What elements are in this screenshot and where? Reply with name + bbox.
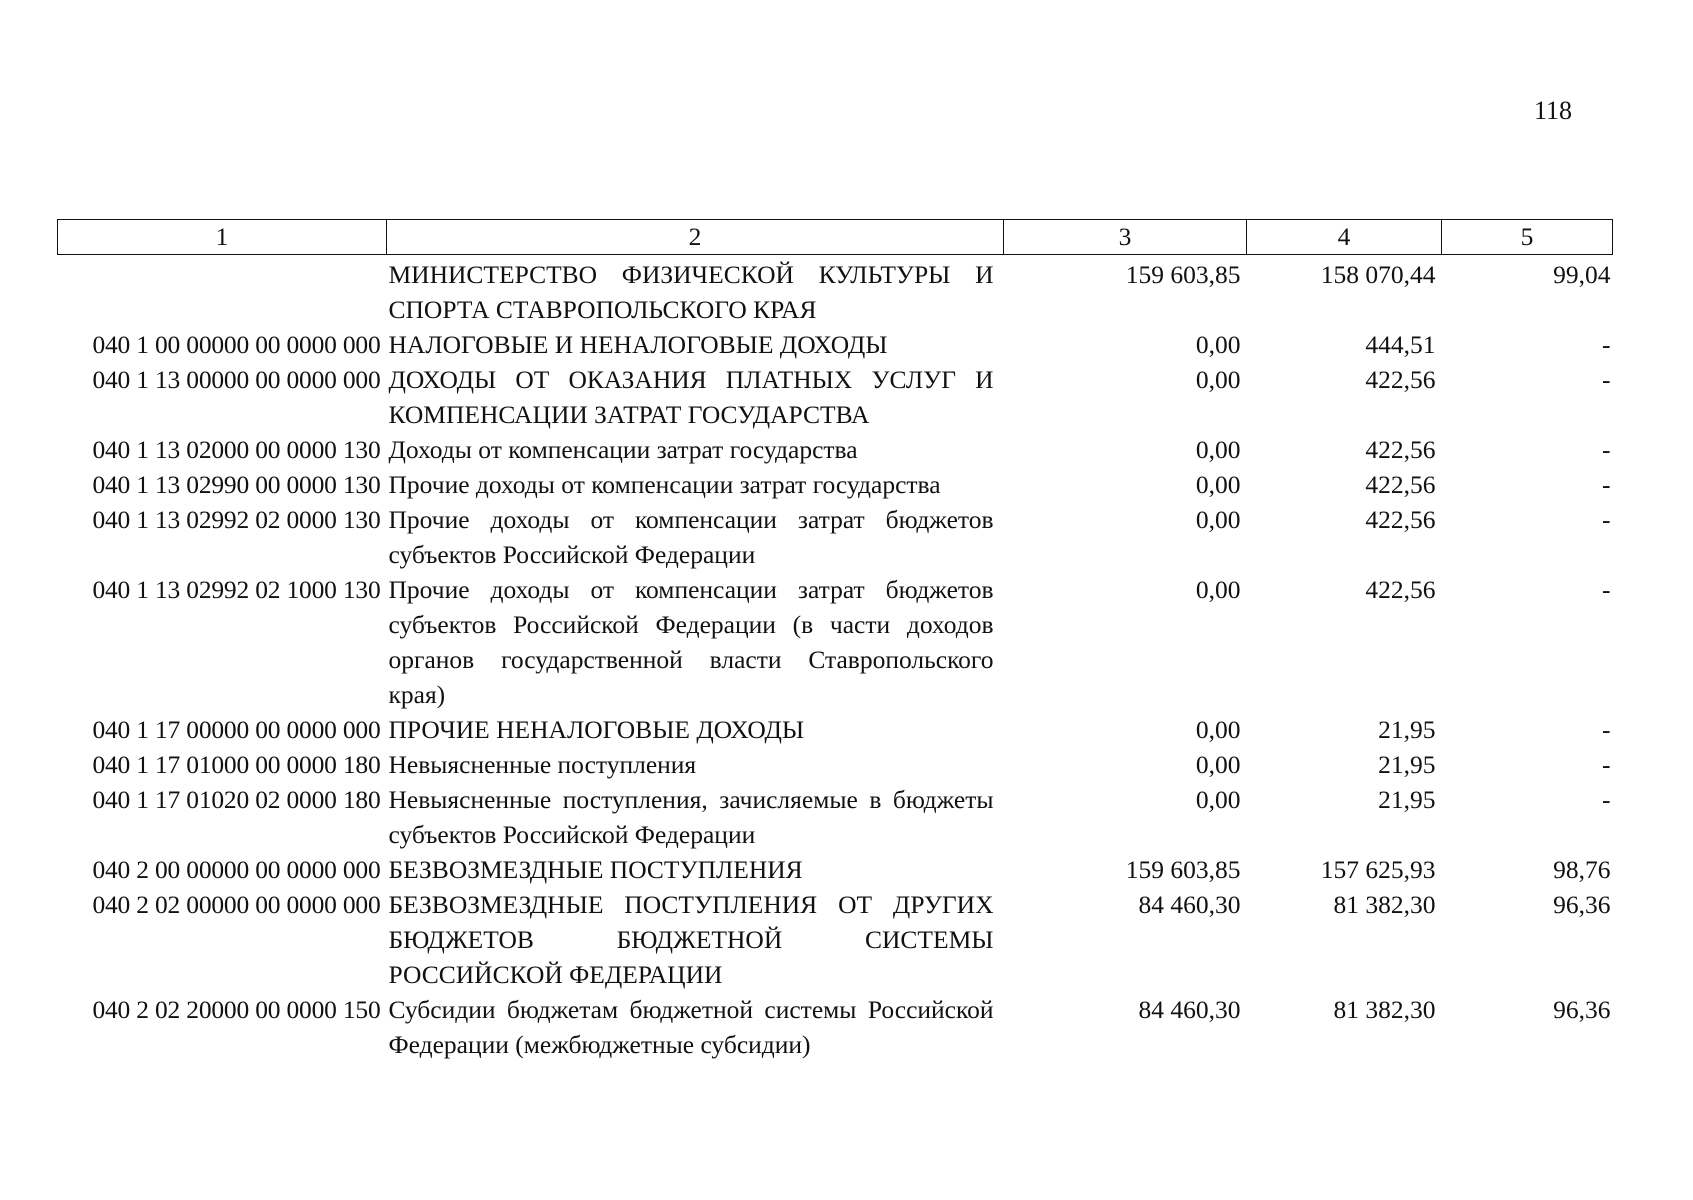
item-name-cell: Доходы от компенсации затрат государства: [388, 435, 858, 464]
column-4-value: 422,56: [1365, 365, 1436, 394]
table-row: [58, 432, 1613, 467]
item-name-cell: НАЛОГОВЫЕ И НЕНАЛОГОВЫЕ ДОХОДЫ: [388, 330, 888, 359]
table-body: [58, 255, 1613, 1063]
column-5-value: -: [1602, 785, 1611, 814]
column-4-value: 158 070,44: [1320, 260, 1436, 289]
table-row: [58, 992, 1613, 1062]
column-4-value: 81 382,30: [1333, 995, 1436, 1024]
table-row: [58, 782, 1613, 852]
table-row: [58, 327, 1613, 362]
column-4-value: 21,95: [1378, 785, 1436, 814]
column-3-value: 0,00: [1195, 785, 1241, 814]
column-4-value: 157 625,93: [1320, 855, 1436, 884]
item-name-cell: ПРОЧИЕ НЕНАЛОГОВЫЕ ДОХОДЫ: [388, 715, 805, 744]
budget-code-cell: 040 1 13 02992 02 1000 130: [92, 575, 381, 604]
column-header-3: 3: [1004, 220, 1247, 255]
column-5-value: -: [1602, 435, 1611, 464]
column-3-value: 0,00: [1195, 715, 1241, 744]
column-3-value: 0,00: [1195, 330, 1241, 359]
item-name-cell: Невыясненные поступления: [388, 750, 697, 779]
item-name-cell: Прочие доходы от компенсации затрат государства: [388, 470, 941, 499]
column-3-value: 84 460,30: [1138, 995, 1241, 1024]
column-4-value: 422,56: [1365, 505, 1436, 534]
column-3-value: 0,00: [1195, 575, 1241, 604]
column-5-value: 98,76: [1553, 855, 1611, 884]
column-4-value: 444,51: [1365, 330, 1436, 359]
column-header-5: 5: [1442, 220, 1613, 255]
column-5-value: -: [1602, 750, 1611, 779]
column-3-value: 84 460,30: [1138, 890, 1241, 919]
column-4-value: 422,56: [1365, 575, 1436, 604]
column-4-value: 422,56: [1365, 470, 1436, 499]
budget-code-cell: 040 1 13 02992 02 0000 130: [92, 505, 381, 534]
table-row: [58, 887, 1613, 992]
budget-code-cell: 040 1 17 01020 02 0000 180: [92, 785, 381, 814]
column-3-value: 159 603,85: [1125, 260, 1241, 289]
budget-code-cell: 040 1 13 02000 00 0000 130: [92, 435, 381, 464]
table-row: [58, 747, 1613, 782]
budget-code-cell: 040 1 13 02990 00 0000 130: [92, 470, 381, 499]
table-row: [58, 502, 1613, 572]
item-name-cell: Прочие доходы от компенсации затрат бюджетов субъектов Российской Федерации (в части доходов органов государственной власти Ставропольского края): [388, 575, 994, 709]
item-name-cell: Субсидии бюджетам бюджетной системы Российской Федерации (межбюджетные субсидии): [388, 995, 994, 1059]
item-name-cell: Прочие доходы от компенсации затрат бюджетов субъектов Российской Федерации: [388, 505, 994, 569]
item-name-cell: БЕЗВОЗМЕЗДНЫЕ ПОСТУПЛЕНИЯ ОТ ДРУГИХ БЮДЖЕТОВ БЮДЖЕТНОЙ СИСТЕМЫ РОССИЙСКОЙ ФЕДЕРАЦИИ: [388, 890, 994, 989]
column-3-value: 0,00: [1195, 435, 1241, 464]
budget-code-cell: 040 1 17 01000 00 0000 180: [92, 750, 381, 779]
budget-code-cell: 040 2 02 20000 00 0000 150: [92, 995, 381, 1024]
item-name-cell: Невыясненные поступления, зачисляемые в бюджеты субъектов Российской Федерации: [388, 785, 994, 849]
item-name-cell: БЕЗВОЗМЕЗДНЫЕ ПОСТУПЛЕНИЯ: [388, 855, 803, 884]
column-header-4: 4: [1247, 220, 1442, 255]
column-5-value: 96,36: [1553, 890, 1611, 919]
item-name-cell: МИНИСТЕРСТВО ФИЗИЧЕСКОЙ КУЛЬТУРЫ И СПОРТА СТАВРОПОЛЬСКОГО КРАЯ: [388, 260, 994, 324]
column-5-value: -: [1602, 575, 1611, 604]
column-3-value: 159 603,85: [1125, 855, 1241, 884]
column-4-value: 21,95: [1378, 715, 1436, 744]
budget-code-cell: 040 2 00 00000 00 0000 000: [92, 855, 381, 884]
column-5-value: -: [1602, 330, 1611, 359]
column-4-value: 81 382,30: [1333, 890, 1436, 919]
column-5-value: -: [1602, 470, 1611, 499]
table-row: [58, 852, 1613, 887]
column-header-2: 2: [387, 220, 1004, 255]
table-row: [58, 467, 1613, 502]
table-row: [58, 572, 1613, 712]
column-5-value: -: [1602, 715, 1611, 744]
budget-code-cell: [58, 255, 387, 328]
table-row: [58, 362, 1613, 432]
budget-code-cell: 040 2 02 00000 00 0000 000: [92, 890, 381, 919]
table-header: [58, 220, 1613, 255]
column-3-value: 0,00: [1195, 750, 1241, 779]
column-5-value: -: [1602, 505, 1611, 534]
column-3-value: 0,00: [1195, 365, 1241, 394]
budget-code-cell: 040 1 00 00000 00 0000 000: [92, 330, 381, 359]
table-row: [58, 255, 1613, 328]
column-4-value: 21,95: [1378, 750, 1436, 779]
column-5-value: 99,04: [1553, 260, 1611, 289]
column-header-1: 1: [58, 220, 387, 255]
table-header-row: [58, 220, 1613, 255]
column-5-value: 96,36: [1553, 995, 1611, 1024]
item-name-cell: ДОХОДЫ ОТ ОКАЗАНИЯ ПЛАТНЫХ УСЛУГ И КОМПЕНСАЦИИ ЗАТРАТ ГОСУДАРСТВА: [388, 365, 994, 429]
page-number: 118: [1533, 96, 1572, 125]
column-3-value: 0,00: [1195, 505, 1241, 534]
budget-revenue-table: [57, 219, 1613, 1062]
column-4-value: 422,56: [1365, 435, 1436, 464]
column-5-value: -: [1602, 365, 1611, 394]
budget-code-cell: 040 1 13 00000 00 0000 000: [92, 365, 381, 394]
table-row: [58, 712, 1613, 747]
budget-code-cell: 040 1 17 00000 00 0000 000: [92, 715, 381, 744]
column-3-value: 0,00: [1195, 470, 1241, 499]
